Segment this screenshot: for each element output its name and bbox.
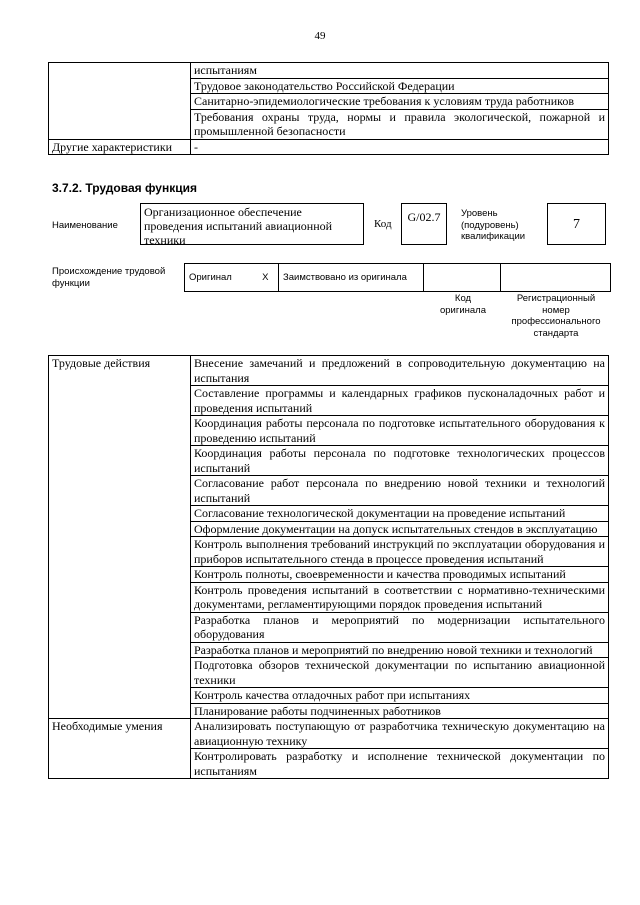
table-cell: -	[191, 139, 609, 155]
table-cell: Согласование работ персонала по внедрению новой техники и технологий испытаний	[191, 476, 609, 506]
table-label-cell	[49, 63, 191, 140]
table-cell: Оформление документации на допуск испытательных стендов в эксплуатацию	[191, 521, 609, 537]
table-cell: Анализировать поступающую от разработчика техническую документацию на авиационную технику	[191, 719, 609, 749]
table-cell: Согласование технологической документации на проведение испытаний	[191, 506, 609, 522]
table-cell: Разработка планов и мероприятий по внедрению новой техники и технологий	[191, 642, 609, 658]
table-row	[185, 264, 611, 292]
table-cell: Составление программы и календарных графиков пусконаладочных работ и проведения испытаний	[191, 386, 609, 416]
table-label-cell: Другие характеристики	[49, 139, 191, 155]
code-label: Код	[374, 218, 392, 230]
origin-label: Происхождение трудовой функции	[52, 266, 166, 289]
table-cell: Контролировать разработку и исполнение технической документации по испытаниям	[191, 749, 609, 779]
table-cell: Требования охраны труда, нормы и правила экологической, пожарной и промышленной безопасности	[191, 109, 609, 139]
table-cell: Трудовое законодательство Российской Федерации	[191, 78, 609, 94]
table-cell: Планирование работы подчиненных работников	[191, 703, 609, 719]
table-cell: Санитарно-эпидемиологические требования к условиям труда работников	[191, 94, 609, 110]
table-cell: испытаниям	[191, 63, 609, 79]
table-cell: Подготовка обзоров технической документации по испытанию авиационной техники	[191, 658, 609, 688]
reg-number-cell	[501, 264, 611, 292]
table-label-cell: Трудовые действия	[49, 356, 191, 719]
table-cell: Контроль проведения испытаний в соответствии с нормативно-техническими документами, регламентирующими порядок проведения испытаний	[191, 582, 609, 612]
table-cell: Контроль качества отладочных работ при испытаниях	[191, 688, 609, 704]
table-row	[49, 719, 609, 749]
code-original-cell	[424, 264, 501, 292]
level-label: Уровень (подуровень) квалификации	[461, 208, 526, 242]
code-box: G/02.7	[401, 203, 447, 245]
function-name-box: Организационное обеспечение проведения испытаний авиационной техники	[140, 203, 364, 245]
table-cell: Контроль полноты, своевременности и качества проводимых испытаний	[191, 567, 609, 583]
code-original-caption: Код оригинала	[439, 293, 486, 316]
origin-mark: X	[253, 264, 279, 292]
name-label: Наименование	[52, 220, 118, 231]
page-number: 49	[314, 30, 326, 42]
table-row	[49, 63, 609, 79]
table-label-cell: Необходимые умения	[49, 719, 191, 779]
table-cell: Внесение замечаний и предложений в сопроводительную документацию на испытания	[191, 356, 609, 386]
origin-original-cell: Оригинал	[185, 264, 253, 292]
table-row	[49, 139, 609, 155]
table-cell: Разработка планов и мероприятий по модернизации испытательного оборудования	[191, 612, 609, 642]
table-cell: Координация работы персонала по подготовке технологических процессов испытаний	[191, 446, 609, 476]
main-table	[48, 355, 609, 779]
origin-table	[184, 263, 611, 292]
reg-number-caption: Регистрационный номер профессионального стандарта	[511, 293, 601, 339]
section-title: 3.7.2. Трудовая функция	[52, 181, 197, 195]
origin-borrowed-cell: Заимствовано из оригинала	[279, 264, 424, 292]
table-cell: Координация работы персонала по подготовке испытательного оборудования к проведению испытаний	[191, 416, 609, 446]
table-row	[49, 356, 609, 386]
table-cell: Контроль выполнения требований инструкций по эксплуатации оборудования и приборов испытательного стенда в процессе проведения испытаний	[191, 537, 609, 567]
top-table	[48, 62, 609, 155]
level-box: 7	[547, 203, 606, 245]
